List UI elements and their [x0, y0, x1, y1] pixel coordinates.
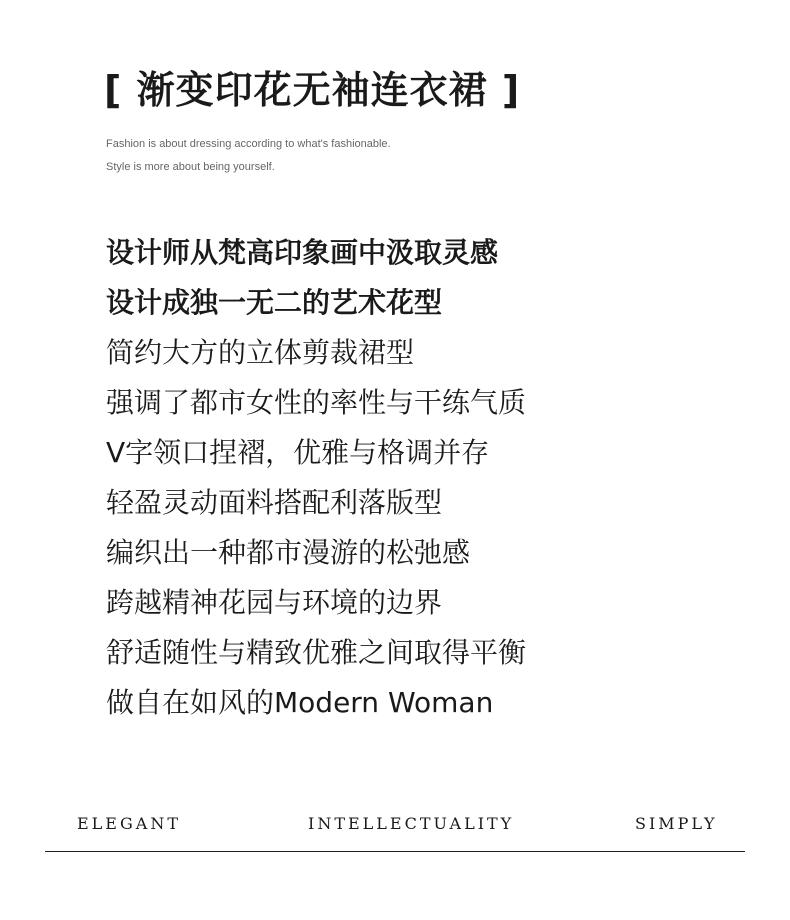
page-title: [ 渐变印花无袖连衣裙 ] — [104, 68, 521, 112]
description-line: 强调了都市女性的率性与干练气质 — [106, 386, 527, 419]
description-line: 跨越精神花园与环境的边界 — [106, 586, 443, 619]
description-line: 编织出一种都市漫游的松弛感 — [106, 536, 471, 569]
description-line: 轻盈灵动面料搭配利落版型 — [106, 486, 443, 519]
description-line: 设计师从梵高印象画中汲取灵感 — [106, 236, 499, 269]
subtitle-line: Fashion is about dressing according to what's fashionable. — [106, 138, 391, 150]
description-line: 设计成独一无二的艺术花型 — [106, 286, 443, 319]
description-line: 做自在如风的Modern Woman — [106, 686, 494, 719]
description-line: 舒适随性与精致优雅之间取得平衡 — [106, 636, 527, 669]
subtitle-line: Style is more about being yourself. — [106, 161, 275, 173]
footer-keyword-intellectuality: INTELLECTUALITY — [308, 814, 515, 833]
description-line: V字领口捏褶，优雅与格调并存 — [106, 436, 490, 469]
footer-keyword-simply: SIMPLY — [635, 814, 718, 833]
footer-divider — [45, 851, 745, 852]
description-list — [106, 228, 526, 728]
footer-keyword-elegant: ELEGANT — [77, 814, 181, 833]
description-line: 简约大方的立体剪裁裙型 — [106, 336, 415, 369]
